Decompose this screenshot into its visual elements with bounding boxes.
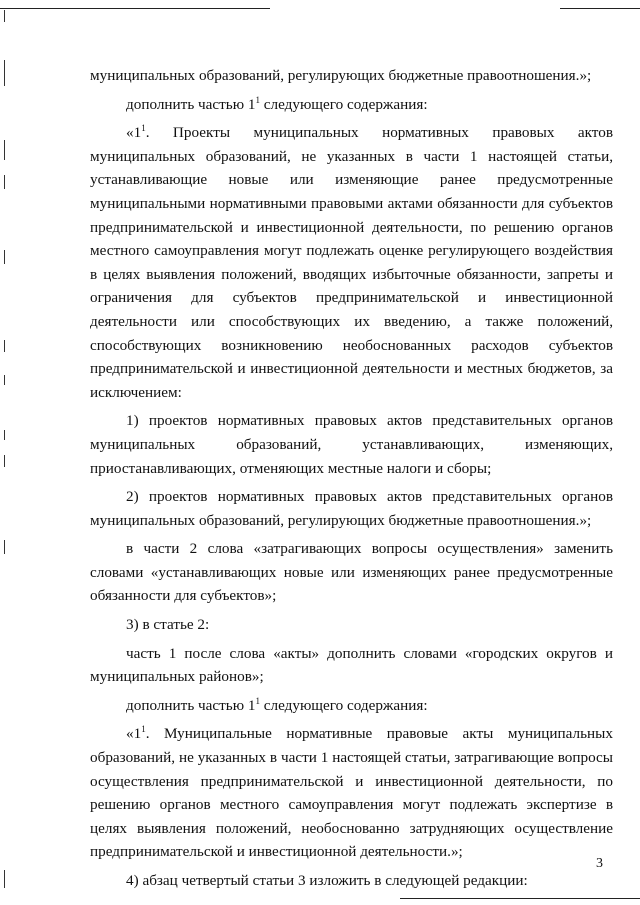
scan-margin-mark — [4, 175, 5, 189]
paragraph: часть 1 после слова «акты» дополнить словами «городских округов и муниципальных районов»; — [90, 644, 613, 686]
scan-margin-mark — [4, 430, 5, 440]
paragraph: в части 2 слова «затрагивающих вопросы осуществления» заменить словами «устанавливающих новые или изменяющих ранее предусмотренные обязанности для субъектов»; — [90, 540, 613, 605]
paragraph: «$1^1$. Муниципальные нормативные правовые акты муниципальных образований, не указанных в части 1 настоящей статьи, затрагивающие вопросы осуществления предпринимательской и инвестиционной деятельности, по решению органов местного самоуправления могут подлежать экспертизе в целях выявления положений, необоснованно затрудняющих осуществление предпринимательской и инвестиционной деятельности.»; — [90, 724, 613, 861]
paragraph: дополнить частью $1^1$ следующего содержания: — [126, 695, 428, 714]
paragraph: 4) абзац четвертый статьи 3 изложить в следующей редакции: — [126, 872, 528, 889]
scan-margin-mark — [4, 60, 5, 86]
paragraph: муниципальных образований, регулирующих бюджетные правоотношения.»; — [90, 67, 592, 84]
scan-margin-mark — [4, 10, 5, 22]
scan-margin-mark — [4, 340, 5, 352]
scan-margin-mark — [4, 455, 5, 467]
scan-border-top — [0, 8, 270, 9]
scan-margin-mark — [4, 250, 5, 264]
paragraph: 2) проектов нормативных правовых актов представительных органов муниципальных образований, регулирующих бюджетные правоотношения.»; — [90, 488, 613, 529]
scan-border-bottom — [400, 898, 640, 899]
scan-margin-mark — [4, 540, 5, 554]
body-text — [90, 64, 613, 893]
paragraph: «$1^1$. Проекты муниципальных нормативных правовых актов муниципальных образований, не указанных в части 1 настоящей статьи, устанавливающие новые или изменяющие ранее предусмотренные муниципальными нормативными правовыми актами обязанности для субъектов предпринимательской и инвестиционной деятельности, по решению органов местного самоуправления могут подлежать оценке регулирующего воздействия в целях выявления положений, вводящих избыточные обязанности, запреты и ограничения для субъектов предпринимательской и инвестиционной деятельности или способствующих их введению, а также положений, способствующих возникновению необоснованных расходов субъектов предпринимательской и инвестиционной деятельности и местных бюджетов, за исключением: — [90, 123, 613, 401]
scan-border-top-right — [560, 8, 640, 9]
page-number: 3 — [596, 856, 603, 871]
paragraph: 1) проектов нормативных правовых актов представительных органов муниципальных образований, устанавливающих, изменяющих, приостанавливающих, отменяющих местные налоги и сборы; — [90, 412, 613, 477]
scan-margin-mark — [4, 140, 5, 160]
scan-margin-mark — [4, 375, 5, 385]
paragraph: дополнить частью $1^1$ следующего содержания: — [126, 94, 428, 113]
paragraph: 3) в статье 2: — [126, 616, 210, 634]
scan-margin-mark — [4, 870, 5, 888]
